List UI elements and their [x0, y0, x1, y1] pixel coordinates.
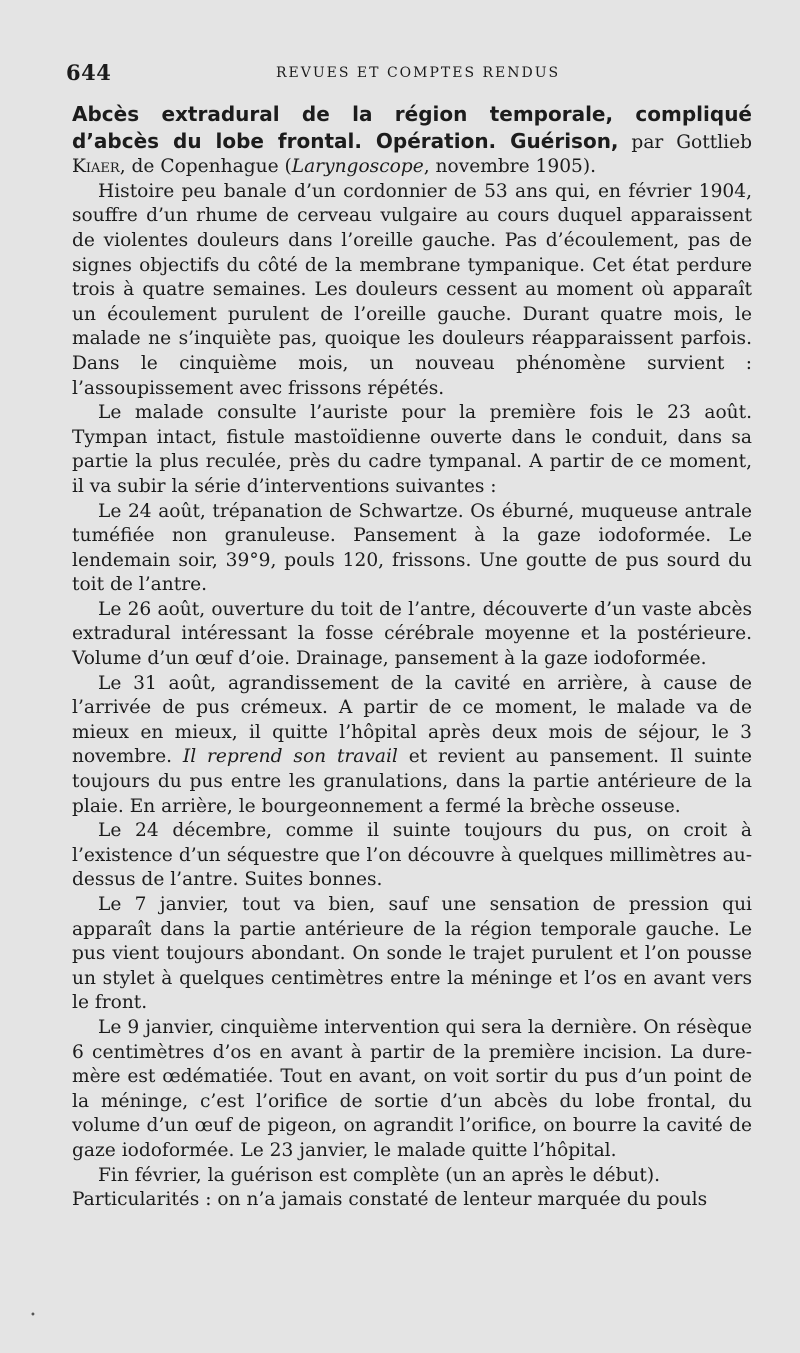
- paragraph-3: Le 24 août, trépanation de Schwartze. Os éburné, muqueuse antrale tuméfiée non granuleuse. Pansement à la gaze iodoformée. Le lendemain soir, 39°9, pouls 120, frissons. Une goutte de pus sourd du toit de l’antre.: [72, 500, 752, 596]
- byline-mid: , de Copenhague (: [119, 156, 292, 178]
- page-number: 644: [66, 60, 112, 85]
- paragraph-10: Particularités : on n’a jamais constaté de lenteur marquée du pouls: [72, 1189, 708, 1211]
- paragraph-5-tail: et revient au pansement. Il suinte toujours du pus entre les granulations, dans la partie antérieure de la plaie. En arrière, le bourgeonnement a fermé la brèche osseuse.: [72, 746, 752, 817]
- article-title: Abcès extradural de la région temporale, compliqué d’abcès du lobe frontal. Opération. Guérison,: [72, 102, 752, 153]
- running-title: REVUES ET COMPTES RENDUS: [276, 65, 561, 81]
- running-header: [66, 60, 740, 90]
- paragraph-6: Le 24 décembre, comme il suinte toujours du pus, on croit à l’existence d’un séquestre que l’on découvre à quelques millimètres au-dessus de l’antre. Suites bonnes.: [72, 820, 752, 891]
- journal-name: Laryngoscope: [291, 156, 424, 178]
- paragraph-9: Fin février, la guérison est complète (un an après le début).: [98, 1164, 661, 1186]
- paragraph-4: Le 26 août, ouverture du toit de l’antre, découverte d’un vaste abcès extradural intéressant la fosse cérébrale moyenne et la postérieure. Volume d’un œuf d’oie. Drainage, pansement à la gaze iodoformée.: [72, 598, 752, 670]
- byline-suffix: , novembre 1905).: [423, 156, 597, 178]
- byline-prefix: par Gottlieb: [618, 131, 752, 153]
- author-name: Kiaer: [72, 156, 120, 178]
- paragraph-1: Histoire peu banale d’un cordonnier de 53 ans qui, en février 1904, souffre d’un rhume de cerveau vulgaire au cours duquel apparaissent de violentes douleurs dans l’oreille gauche. Pas d’écoulement, pas de signes objectifs du côté de la membrane tympanique. Cet état perdure trois à quatre semaines. Les douleurs cessent au moment où apparaît un écoulement purulent de l’oreille gauche. Durant quatre mois, le malade ne s’inquiète pas, quoique les douleurs réapparaissent parfois. Dans le cinquième mois, un nouveau phénomène survient : l’assoupissement avec frissons répétés.: [72, 180, 752, 399]
- paragraph-7: Le 7 janvier, tout va bien, sauf une sensation de pression qui apparaît dans la partie antérieure de la région temporale gauche. Le pus vient toujours abondant. On sonde le trajet purulent et l’on pousse un stylet à quelques centimètres entre la méninge et l’os en avant vers le front.: [72, 894, 752, 1014]
- article-body: [72, 102, 752, 1213]
- paragraph-2: Le malade consulte l’auriste pour la première fois le 23 août. Tympan intact, fistule mastoïdienne ouverte dans le conduit, dans sa partie la plus reculée, près du cadre tympanal. A partir de ce moment, il va subir la série d’interventions suivantes :: [72, 402, 752, 497]
- paragraph-5-start: Le 31 août, agrandissement de la cavité en arrière, à cause de l’arrivée de pus crémeux. A partir de ce moment, le malade va de mieux en mieux, il quitte l’hôpital après deux mois de séjour, le 3 novembre.: [72, 672, 752, 768]
- paragraph-5-italic: Il reprend son travail: [182, 746, 398, 768]
- paragraph-5: [72, 672, 752, 820]
- article-heading: [72, 102, 752, 180]
- margin-dot: •: [30, 1310, 36, 1321]
- paragraph-8: Le 9 janvier, cinquième intervention qui sera la dernière. On résèque 6 centimètres d’os en avant à partir de la première incision. La dure-mère est œdématiée. Tout en avant, on voit sortir du pus d’un point de la méninge, c’est l’orifice de sortie d’un abcès du lobe frontal, du volume d’un œuf de pigeon, on agrandit l’orifice, on bourre la cavité de gaze iodoformée. Le 23 janvier, le malade quitte l’hôpital.: [72, 1016, 752, 1161]
